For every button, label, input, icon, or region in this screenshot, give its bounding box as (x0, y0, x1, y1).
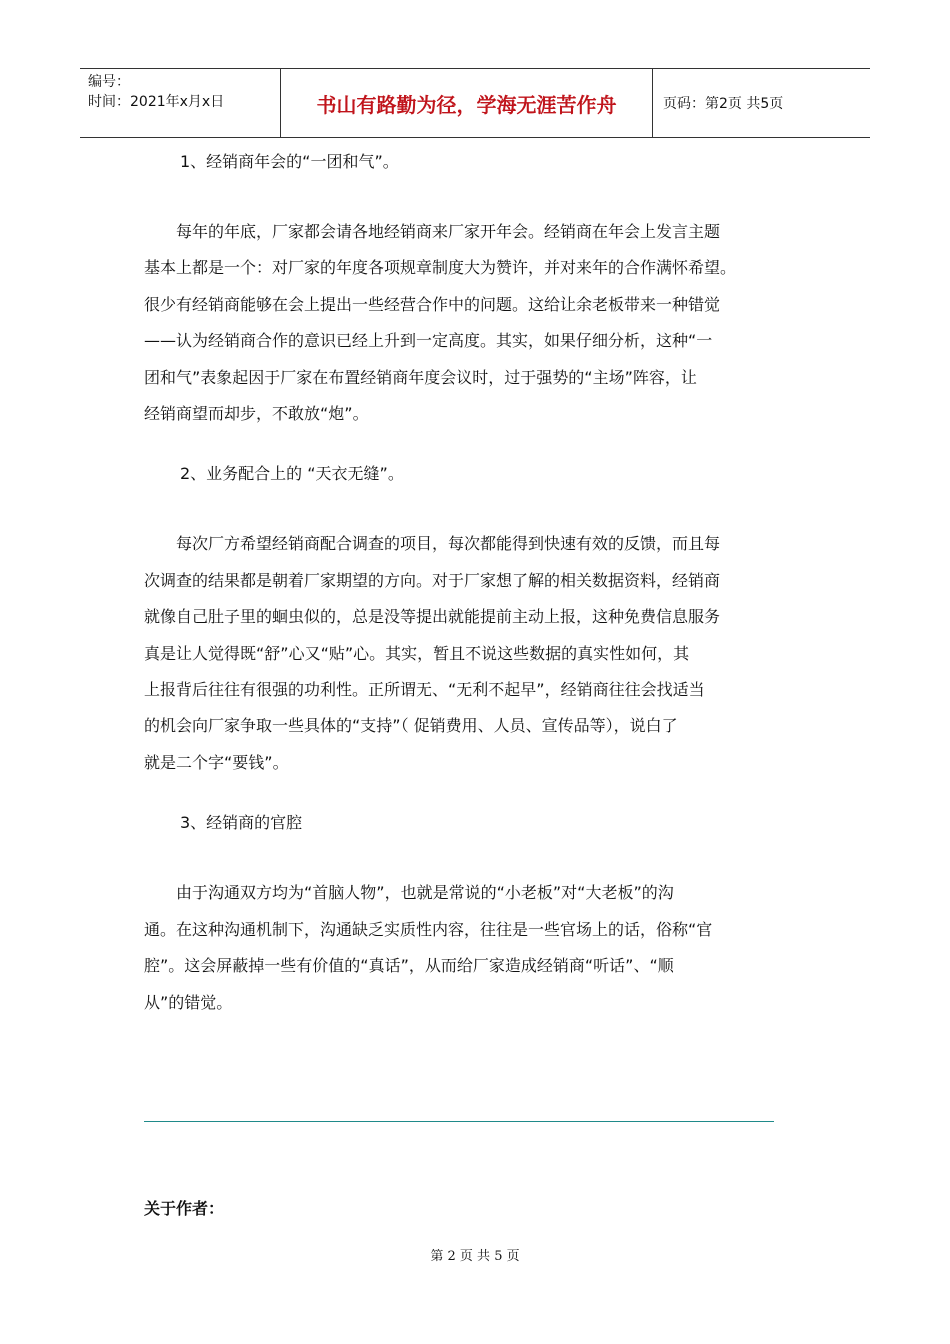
paragraph-line: 就像自己肚子里的蛔虫似的，总是没等提出就能提前主动上报，这种免费信息服务 (144, 607, 721, 627)
author-label: 关于作者： (144, 1199, 225, 1218)
paragraph-line: 由于沟通双方均为“首脑人物”，也就是常说的“小老板”对“大老板”的沟 (176, 883, 674, 903)
paragraph-line: 的机会向厂家争取一些具体的“支持”（ 促销费用、人员、宣传品等），说白了 (144, 716, 678, 736)
paragraph-line: 很少有经销商能够在会上提出一些经营合作中的问题。这给让余老板带来一种错觉 (144, 294, 721, 314)
page-footer: 第 2 页 共 5 页 (430, 1249, 520, 1264)
header-meta (80, 69, 281, 137)
paragraph-line: 每年的年底，厂家都会请各地经销商来厂家开年会。经销商在年会上发言主题 (176, 222, 721, 241)
section-heading-3: 3、经销商的官腔 (180, 813, 303, 833)
paragraph-line: 次调查的结果都是朝着厂家期望的方向。对于厂家想了解的相关数据资料，经销商 (144, 570, 721, 590)
page-header (80, 68, 870, 138)
paragraph-line: 通。在这种沟通机制下，沟通缺乏实质性内容，往往是一些官场上的话，俗称“官 (144, 919, 713, 939)
paragraph-line: 腔”。这会屏蔽掉一些有价值的“真话”，从而给厂家造成经销商“听话”、“顺 (144, 956, 674, 976)
section-paragraph-2 (144, 526, 806, 781)
header-page-info: 页码：第2页 共5页 (663, 96, 784, 112)
section-heading-1: 1、经销商年会的“一团和气”。 (180, 152, 399, 171)
document-number-label: 编号： (88, 74, 130, 90)
section-paragraph-1 (144, 214, 806, 432)
section-heading-2: 2、业务配合上的 “天衣无缝”。 (180, 464, 404, 484)
paragraph-line: 每次厂方希望经销商配合调查的项目，每次都能得到快速有效的反馈，而且每 (176, 534, 721, 554)
document-body (144, 150, 806, 1021)
paragraph-line: ——认为经销商合作的意识已经上升到一定高度。其实，如果仔细分析，这种“一 (144, 331, 713, 351)
paragraph-line: 真是让人觉得既“舒”心又“贴”心。其实，暂且不说这些数据的真实性如何，其 (144, 643, 690, 663)
paragraph-line: 团和气”表象起因于厂家在布置经销商年度会议时，过于强势的“主场”阵容，让 (144, 367, 697, 387)
paragraph-line: 经销商望而却步，不敢放“炮”。 (144, 404, 369, 424)
document-date: 时间：2021年x月x日 (88, 94, 225, 110)
paragraph-line: 就是二个字“要钱”。 (144, 752, 289, 772)
section-paragraph-3 (144, 875, 806, 1021)
paragraph-line: 基本上都是一个：对厂家的年度各项规章制度大为赞许，并对来年的合作满怀希望。 (144, 258, 737, 278)
paragraph-line: 从”的错觉。 (144, 992, 233, 1012)
header-motto: 书山有路勤为径，学海无涯苦作舟 (281, 69, 653, 137)
section-divider (144, 1121, 774, 1122)
paragraph-line: 上报背后往往有很强的功利性。正所谓无、“无利不起早”，经销商往往会找适当 (144, 680, 705, 700)
